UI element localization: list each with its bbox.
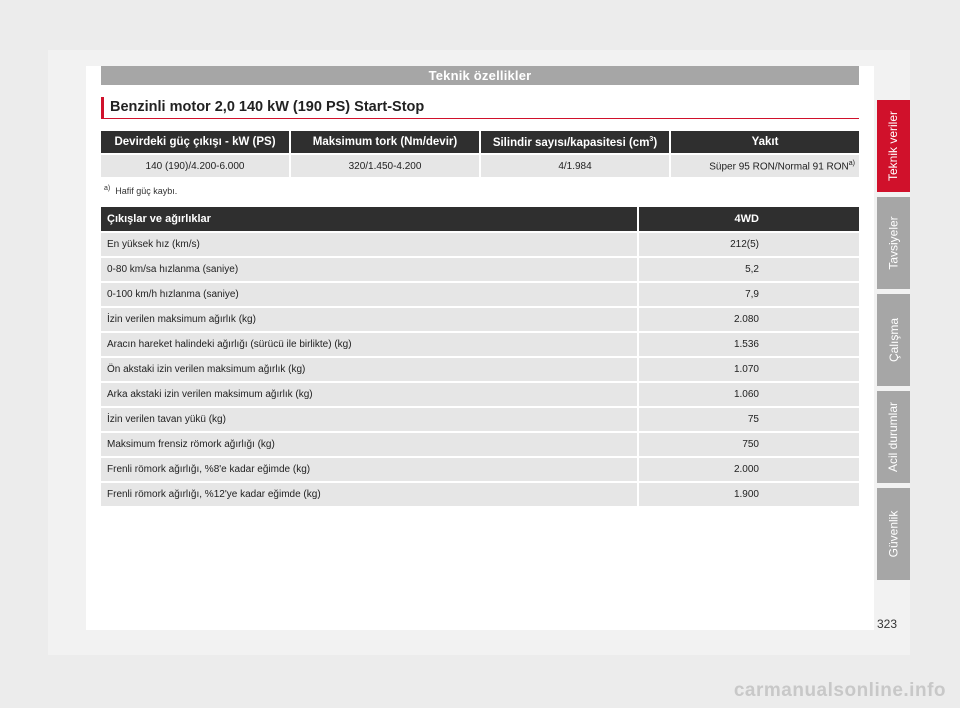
row-value: 212(5)	[639, 233, 859, 256]
row-label: Frenli römork ağırlığı, %12'ye kadar eğimde (kg)	[101, 483, 637, 506]
header-text: Silindir sayısı/kapasitesi (cm	[492, 136, 650, 149]
column-header: 4WD	[639, 207, 859, 231]
table-row	[101, 283, 859, 306]
footnote-text: Hafif güç kaybı.	[115, 186, 178, 196]
tab-calisma[interactable]	[877, 294, 910, 386]
row-value: 2.080	[639, 308, 859, 331]
footnote-mark: a)	[104, 185, 111, 192]
row-value: 1.536	[639, 333, 859, 356]
tab-label: Teknik veriler	[886, 110, 901, 182]
table-row	[101, 458, 859, 481]
table-row	[101, 258, 859, 281]
row-label: Aracın hareket halindeki ağırlığı (sürücü ile birlikte) (kg)	[101, 333, 637, 356]
header-text: )	[653, 136, 658, 149]
row-label: İzin verilen tavan yükü (kg)	[101, 408, 637, 431]
table-row	[101, 483, 859, 506]
table-row	[101, 408, 859, 431]
row-label: İzin verilen maksimum ağırlık (kg)	[101, 308, 637, 331]
row-value: 5,2	[639, 258, 859, 281]
table-row	[101, 333, 859, 356]
table-row	[101, 358, 859, 381]
weights-table	[99, 205, 861, 508]
tab-teknik-veriler[interactable]	[877, 100, 910, 192]
row-value: 75	[639, 408, 859, 431]
row-label: 0-80 km/sa hızlanma (saniye)	[101, 258, 637, 281]
table-header-row	[101, 131, 859, 153]
row-value: 1.060	[639, 383, 859, 406]
table-row	[101, 383, 859, 406]
column-header: Çıkışlar ve ağırlıklar	[101, 207, 637, 231]
table-body	[101, 233, 859, 506]
tab-label: Güvenlik	[886, 510, 901, 558]
table-cell	[671, 155, 859, 177]
tab-guvenlik[interactable]	[877, 488, 910, 580]
row-value: 1.070	[639, 358, 859, 381]
cell-text: Süper 95 RON/Normal 91 RON	[709, 161, 849, 173]
table-cell: 320/1.450-4.200	[291, 155, 479, 177]
table-row	[101, 308, 859, 331]
row-value: 7,9	[639, 283, 859, 306]
page-title: Benzinli motor 2,0 140 kW (190 PS) Start-Stop	[101, 97, 859, 119]
row-label: Frenli römork ağırlığı, %8'e kadar eğimde (kg)	[101, 458, 637, 481]
table-cell: 4/1.984	[481, 155, 669, 177]
row-value: 1.900	[639, 483, 859, 506]
row-label: En yüksek hız (km/s)	[101, 233, 637, 256]
row-label: Maksimum frensiz römork ağırlığı (kg)	[101, 433, 637, 456]
tab-tavsiyeler[interactable]	[877, 197, 910, 289]
tab-label: Tavsiyeler	[886, 216, 901, 270]
footnote	[104, 185, 177, 196]
row-label: Ön akstaki izin verilen maksimum ağırlık (kg)	[101, 358, 637, 381]
table-row	[101, 433, 859, 456]
column-header: Maksimum tork (Nm/devir)	[291, 131, 479, 153]
tab-label: Çalışma	[886, 317, 901, 363]
tab-acil-durumlar[interactable]	[877, 391, 910, 483]
footnote-ref: a)	[848, 159, 855, 167]
superscript: 3	[649, 135, 654, 143]
column-header: Yakıt	[671, 131, 859, 153]
section-header: Teknik özellikler	[101, 66, 859, 85]
table-row	[101, 155, 859, 177]
tab-label: Acil durumlar	[886, 401, 901, 473]
table-header-row	[101, 207, 859, 231]
table-cell: 140 (190)/4.200-6.000	[101, 155, 289, 177]
engine-specs-table	[99, 129, 861, 179]
row-label: Arka akstaki izin verilen maksimum ağırlık (kg)	[101, 383, 637, 406]
row-value: 750	[639, 433, 859, 456]
page-number: 323	[877, 617, 898, 631]
column-header	[481, 131, 669, 153]
row-value: 2.000	[639, 458, 859, 481]
row-label: 0-100 km/h hızlanma (saniye)	[101, 283, 637, 306]
table-row	[101, 233, 859, 256]
column-header: Devirdeki güç çıkışı - kW (PS)	[101, 131, 289, 153]
watermark: carmanualsonline.info	[733, 680, 946, 701]
